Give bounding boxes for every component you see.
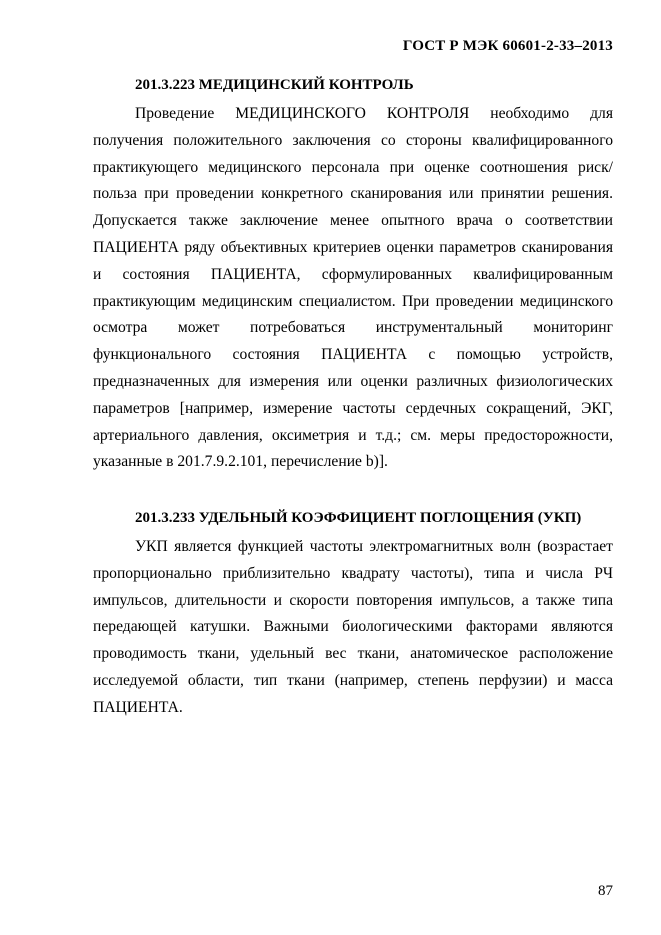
section-heading: 201.3.223 МЕДИЦИНСКИЙ КОНТРОЛЬ	[135, 77, 414, 93]
section-medical-control	[93, 74, 613, 476]
section-paragraph: Проведение МЕДИЦИНСКОГО КОНТРОЛЯ необходимо для получения положительного заключения со стороны квалифицированного практикующего медицинского персонала при оценке соотношения риск/польза при проведении конкретного сканирования или принятии решения. Допускается также заключение менее опытного врача о соответствии ПАЦИЕНТА ряду объективных критериев оценки параметров сканирования и состояния ПАЦИЕНТА, сформулированных квалифицированным практикующим медицинским специалистом. При проведении медицинского осмотра может потребоваться инструментальный мониторинг функционального состояния ПАЦИЕНТА с помощью устройств, предназначенных для измерения или оценки различных физиологических параметров [например, измерение частоты сердечных сокращений, ЭКГ, артериального давления, оксиметрия и т.д.; см. меры предосторожности, указанные в 201.7.9.2.101, перечисление b)].	[93, 105, 613, 471]
section-specific-absorption-rate	[93, 507, 613, 722]
section-paragraph: УКП является функцией частоты электромагнитных волн (возрастает пропорционально приблизительно квадрату частоты), типа и числа РЧ импульсов, длительности и скорости повторения импульсов, а также типа передающей катушки. Важными биологическими факторами являются проводимость ткани, удельный вес ткани, анатомическое расположение исследуемой области, тип ткани (например, степень перфузии) и масса ПАЦИЕНТА.	[93, 538, 613, 716]
document-standard-code: ГОСТ Р МЭК 60601-2-33–2013	[402, 38, 613, 54]
section-heading: 201.3.233 УДЕЛЬНЫЙ КОЭФФИЦИЕНТ ПОГЛОЩЕНИЯ (УКП)	[135, 510, 582, 526]
page-number: 87	[598, 883, 613, 899]
